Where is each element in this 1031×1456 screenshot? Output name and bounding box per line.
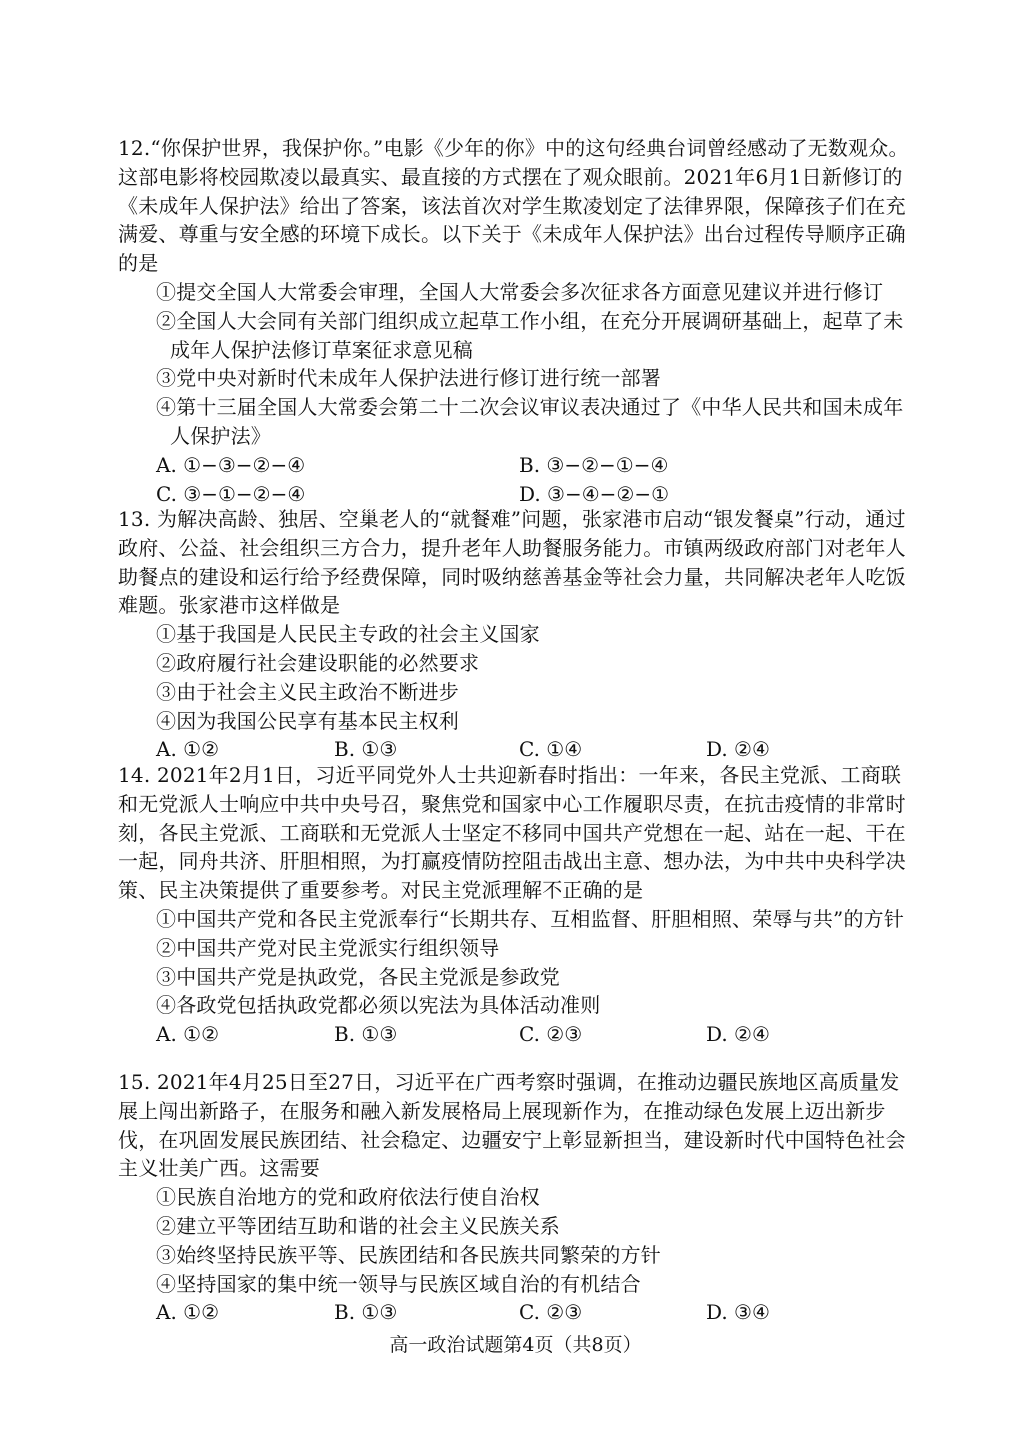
choice-b: B. ①③ (334, 1022, 398, 1047)
statement-option: ③由于社会主义民主政治不断进步 (156, 679, 459, 704)
statement-option: ③党中央对新时代未成年人保护法进行修订进行统一部署 (156, 366, 661, 391)
statement-option: ②中国共产党对民主党派实行组织领导 (156, 935, 500, 960)
question-12 (118, 134, 918, 508)
choice-c: C. ③−①−②−④ (156, 481, 306, 506)
question-stem: 13. 为解决高龄、独居、空巢老人的“就餐难”问题，张家港市启动“银发餐桌”行动，通过政府、公益、社会组织三方合力，提升老年人助餐服务能力。市镇两级政府部门对老年人助餐点的建设和运行给予经费保障，同时吸纳慈善基金等社会力量，共同解决老年人吃饭难题。张家港市这样做是 (118, 507, 906, 618)
question-14 (118, 761, 918, 1049)
answer-choices-row (156, 1020, 918, 1049)
statement-option: ③始终坚持民族平等、民族团结和各民族共同繁荣的方针 (156, 1242, 661, 1267)
question-stem: 14. 2021年2月1日，习近平同党外人士共迎新春时指出：一年来，各民主党派、工商联和无党派人士响应中共中央号召，聚焦党和国家中心工作履职尽责，在抗击疫情的非常时刻，各民主党派、工商联和无党派人士坚定不移同中国共产党想在一起、站在一起、干在一起，同舟共济、肝胆相照，为打赢疫情防控阻击战出主意、想办法，为中共中央科学决策、民主决策提供了重要参考。对民主党派理解不正确的是 (118, 763, 906, 903)
choice-c: C. ②③ (519, 1300, 583, 1325)
statement-option: ②政府履行社会建设职能的必然要求 (156, 650, 480, 675)
choice-d: D. ②④ (706, 1022, 770, 1047)
statement-option: ①基于我国是人民民主专政的社会主义国家 (156, 622, 540, 647)
choice-c: C. ①④ (519, 737, 583, 762)
choice-b: B. ③−②−①−④ (519, 452, 669, 477)
answer-choices-row (156, 451, 918, 480)
answer-choices-row (156, 735, 918, 764)
choice-c: C. ②③ (519, 1022, 583, 1047)
answer-choices-row (156, 1298, 918, 1327)
choice-b: B. ①③ (334, 1300, 398, 1325)
statement-option: ①民族自治地方的党和政府依法行使自治权 (156, 1185, 540, 1210)
choice-d: D. ③④ (706, 1300, 770, 1325)
statement-option: ④因为我国公民享有基本民主权利 (156, 708, 459, 733)
statement-option: ④各政党包括执政党都必须以宪法为具体活动准则 (156, 993, 601, 1018)
statement-option: ③中国共产党是执政党，各民主党派是参政党 (156, 964, 560, 989)
question-stem: 12.“你保护世界，我保护你。”电影《少年的你》中的这句经典台词曾经感动了无数观众。这部电影将校园欺凌以最真实、最直接的方式摆在了观众眼前。2021年6月1日新修订的《未成年人保护法》给出了答案，该法首次对学生欺凌划定了法律界限，保障孩子们在充满爱、尊重与安全感的环境下成长。以下关于《未成年人保护法》出台过程传导顺序正确的是 (118, 136, 909, 276)
statement-option: ④第十三届全国人大常委会第二十二次会议审议表决通过了《中华人民共和国未成年人保护法》 (156, 395, 904, 448)
choice-d: D. ③−④−②−① (519, 481, 670, 506)
statement-option: ①提交全国人大常委会审理，全国人大常委会多次征求各方面意见建议并进行修订 (156, 279, 884, 304)
choice-a: A. ①−③−②−④ (156, 452, 306, 477)
choice-b: B. ①③ (334, 737, 398, 762)
statement-option: ①中国共产党和各民主党派奉行“长期共存、互相监督、肝胆相照、荣辱与共”的方针 (156, 906, 905, 931)
choice-d: D. ②④ (706, 737, 770, 762)
statement-option: ②建立平等团结互助和谐的社会主义民族关系 (156, 1213, 560, 1238)
choice-a: A. ①② (156, 1022, 220, 1047)
question-stem: 15. 2021年4月25日至27日，习近平在广西考察时强调，在推动边疆民族地区高质量发展上闯出新路子，在服务和融入新发展格局上展现新作为，在推动绿色发展上迈出新步伐，在巩固发展民族团结、社会稳定、边疆安宁上彰显新担当，建设新时代中国特色社会主义壮美广西。这需要 (118, 1070, 906, 1181)
statement-option: ④坚持国家的集中统一领导与民族区域自治的有机结合 (156, 1271, 641, 1296)
choice-a: A. ①② (156, 1300, 220, 1325)
statement-option: ②全国人大会同有关部门组织成立起草工作小组，在充分开展调研基础上，起草了未成年人保护法修订草案征求意见稿 (156, 308, 904, 362)
choice-a: A. ①② (156, 737, 220, 762)
question-15 (118, 1068, 918, 1327)
question-13 (118, 505, 918, 764)
page-footer: 高一政治试题第4页（共8页） (389, 1334, 642, 1356)
